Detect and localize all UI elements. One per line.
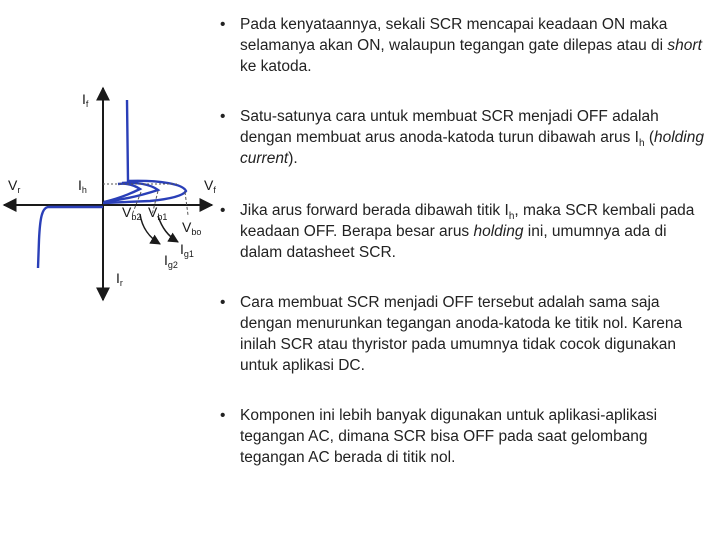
bullet-dc-unsuitable: • Cara membuat SCR menjadi OFF tersebut adalah sama saja dengan menurunkan tegangan anoda-katoda ke titik nol. Karena inilah SCR atau thyristor pada umumnya tidak cocok digunakan untuk aplikasi DC.: [218, 292, 708, 376]
scr-characteristic-diagram: [0, 0, 240, 320]
bullet-turn-off-method: • Satu-satunya cara untuk membuat SCR menjadi OFF adalah dengan membuat arus anoda-katoda turun dibawah arus $I_h$ (holding current).: [218, 106, 708, 169]
label-vb1: $V_{b1}$: [148, 204, 168, 222]
bullet-list: [218, 14, 708, 497]
bullet-holding-current: • Jika arus forward berada dibawah titik $I_h$, maka SCR kembali pada keadaan OFF. Berapa besar arus holding ini, umumnya ada di dalam datasheet SCR.: [218, 200, 708, 263]
bullet-scr-stays-on: • Pada kenyataannya, sekali SCR mencapai keadaan ON maka selamanya akan ON, walaupun tegangan gate dilepas atau di short ke katoda.: [218, 14, 708, 77]
label-vr: $V_r$: [8, 177, 21, 195]
label-vf: $V_f$: [204, 177, 216, 195]
label-vb2: $V_{b2}$: [122, 204, 142, 222]
bullet-ac-applications: • Komponen ini lebih banyak digunakan untuk aplikasi-aplikasi tegangan AC, dimana SCR bisa OFF pada saat gelombang tegangan AC berada di titik nol.: [218, 405, 708, 468]
label-vbo: $V_{bo}$: [182, 219, 202, 237]
label-ig2: $I_{g2}$: [164, 252, 178, 270]
reverse-curve: [38, 207, 103, 268]
forward-conduction-curve: [103, 100, 186, 203]
label-ig1: $I_{g1}$: [180, 241, 194, 259]
label-ir: $I_r$: [116, 270, 123, 288]
label-ih: $I_h$: [78, 177, 87, 195]
label-if: $I_f$: [82, 91, 89, 109]
vbo-dash: [185, 192, 188, 215]
